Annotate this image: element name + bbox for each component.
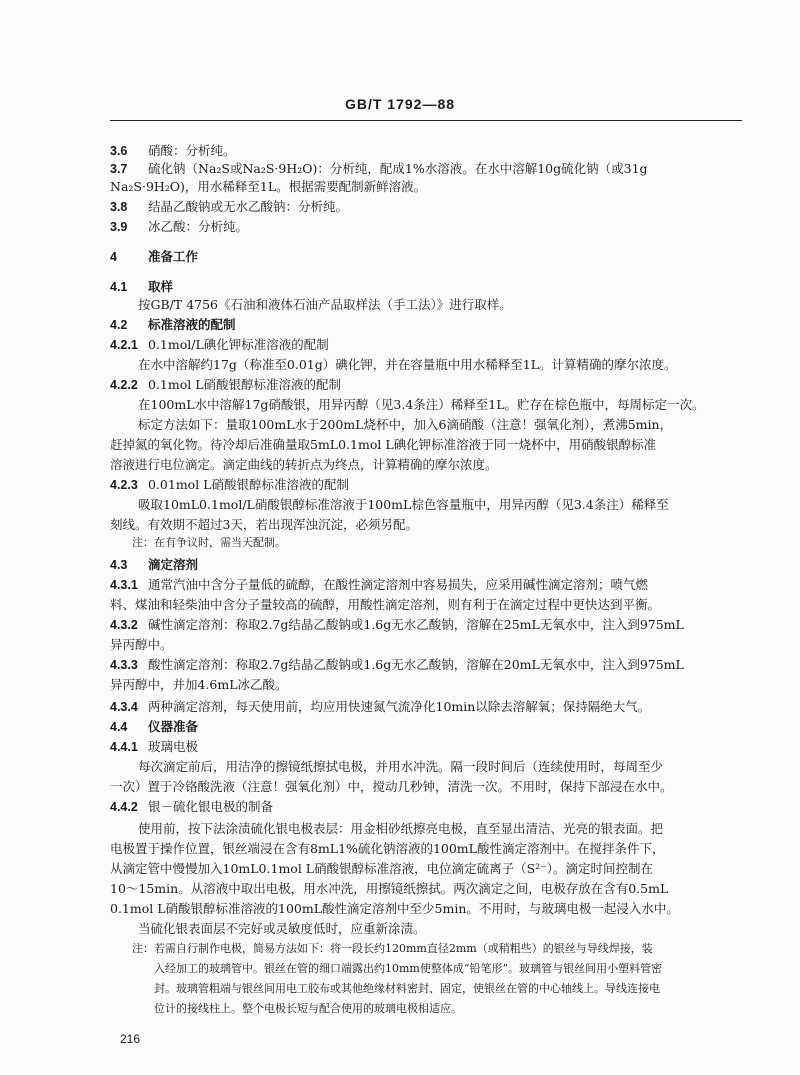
section-number: 4.3: [110, 558, 128, 572]
line-text: 赶掉氮的氧化物。待冷却后准确量取5mL0.1mol L碘化钾标准溶液于同一烧杯中，用硝酸银醇标准: [110, 437, 657, 452]
text-line: [110, 860, 742, 878]
text-line: [110, 758, 770, 776]
section-number: 4.3.3: [110, 658, 138, 672]
text-line: [110, 576, 742, 594]
text-line: [110, 160, 742, 178]
line-text: 通常汽油中含分子量低的硫醇，在酸性滴定溶剂中容易损失，应采用碱性滴定溶剂；喷气燃: [148, 577, 649, 592]
line-text: 标定方法如下：量取100mL水于200mL烧杯中，加入6滴硝酸（注意！强氧化剂），煮沸5min，: [138, 417, 673, 432]
text-line: [110, 556, 742, 574]
text-line: [110, 676, 742, 694]
line-text: 银－硫化银电极的制备: [148, 799, 274, 814]
line-text: 硝酸：分析纯。: [148, 143, 236, 158]
line-text: 异丙醇中。: [110, 637, 173, 652]
text-line: [110, 496, 770, 514]
text-line: [110, 456, 742, 474]
text-line: [110, 840, 742, 858]
line-text: 0.1mol L硝酸银醇标准溶液的配制: [148, 377, 342, 392]
page-header: GB/T 1792—88: [344, 96, 456, 112]
text-line: [110, 636, 742, 654]
line-text: 在水中溶解约17g（称准至0.01g）碘化钾，并在容量瓶中用水稀释至1L。计算精确的摩尔浓度。: [138, 357, 677, 372]
text-line: [110, 376, 742, 394]
line-text: 料、煤油和轻柴油中含分子量较高的硫醇，用酸性滴定溶剂，则有利于在滴定过程中更快达到平衡。: [110, 597, 661, 612]
text-line: [110, 248, 742, 266]
header-rule: [110, 120, 742, 121]
line-text: 按GB/T 4756《石油和液体石油产品取样法（手工法）》进行取样。: [138, 297, 512, 312]
section-number: 3.9: [110, 220, 128, 234]
text-line: [110, 436, 742, 454]
text-line: [110, 516, 742, 534]
line-text: 两种滴定溶剂，每天使用前，均应用快速氮气流净化10min以除去溶解氧；保持隔绝大气。: [148, 699, 651, 714]
line-text: 结晶乙酸钠或无水乙酸钠：分析纯。: [148, 199, 349, 214]
section-number: 4.4.2: [110, 800, 138, 814]
section-number: 4.2.2: [110, 378, 138, 392]
text-line: [110, 356, 770, 374]
text-line: [110, 1000, 786, 1018]
section-number: 4.2.1: [110, 338, 138, 352]
line-text: 从滴定管中慢慢加入10mL0.1mol L硝酸银醇标准溶液，电位滴定硫离子（S²⁻）。滴定时间控制在: [110, 861, 654, 876]
text-line: [110, 820, 770, 838]
line-text: 0.1mol/L碘化钾标准溶液的配制: [148, 337, 329, 352]
line-text: 0.01mol L硝酸银醇标准溶液的配制: [148, 477, 349, 492]
section-heading: 准备工作: [148, 249, 199, 264]
line-text: 10～15min。从溶液中取出电极，用水冲洗，用擦镜纸擦拭。两次滴定之间，电极存放在含有0.5mL: [110, 881, 669, 896]
line-text: 在100mL水中溶解17g硝酸银，用异丙醇（见3.4条注）稀释至1L。贮存在棕色瓶中，每周标定一次。: [138, 397, 705, 412]
section-number: 4.3.4: [110, 700, 138, 714]
section-heading: 滴定溶剂: [148, 557, 199, 572]
section-heading: 取样: [148, 279, 174, 294]
line-text: 封。玻璃管粗端与银丝间用电工胶布或其他绝缘材料密封、固定，使银丝在管的中心轴线上。导线连接电: [154, 982, 660, 995]
line-text: 溶液进行电位滴定。滴定曲线的转折点为终点，计算精确的摩尔浓度。: [110, 457, 498, 472]
line-text: 一次）置于冷铬酸洗液（注意！强氧化剂）中，搅动几秒钟，清洗一次。不用时，保持下部浸在水中。: [110, 779, 673, 794]
line-text: 每次滴定前后，用洁净的擦镜纸擦拭电极，并用水冲洗。隔一段时间后（连续使用时，每周至少: [138, 759, 664, 774]
line-text: 注：若需自行制作电极，简易方法如下：将一段长约120mm直径2mm（或稍粗些）的银丝与导线焊接，装: [132, 942, 653, 955]
line-text: 位计的接线柱上。整个电极长短与配合使用的玻璃电极相适应。: [154, 1002, 462, 1015]
line-text: 吸取10mL0.1mol/L硝酸银醇标准溶液于100mL棕色容量瓶中，用异丙醇（见3.4条注）稀释至: [138, 497, 669, 512]
text-line: [110, 476, 742, 494]
section-number: 4.4.1: [110, 740, 138, 754]
text-line: [110, 316, 742, 334]
text-line: [110, 738, 742, 756]
text-line: [110, 880, 742, 898]
text-line: [110, 336, 742, 354]
line-text: 碱性滴定溶剂：称取2.7g结晶乙酸钠或1.6g无水乙酸钠，溶解在25mL无氧水中，注入到975mL: [148, 617, 684, 632]
section-number: 4.3.2: [110, 618, 138, 632]
section-number: 3.6: [110, 144, 128, 158]
text-line: [110, 798, 742, 816]
section-number: 4.1: [110, 280, 128, 294]
line-text: 硫化钠（Na₂S或Na₂S·9H₂O)：分析纯，配成1%水溶液。在水中溶解10g硫化钠（或31g: [148, 161, 648, 176]
line-text: 0.1mol L硝酸银醇标准溶液的100mL酸性滴定溶剂中至少5min。不用时，与玻璃电极一起浸入水中。: [110, 901, 679, 916]
section-heading: 标准溶液的配制: [148, 317, 236, 332]
text-line: [110, 218, 742, 236]
section-number: 4.3.1: [110, 578, 138, 592]
text-line: [110, 416, 770, 434]
line-text: 酸性滴定溶剂：称取2.7g结晶乙酸钠或1.6g无水乙酸钠，溶解在20mL无氧水中，注入到975mL: [148, 657, 684, 672]
text-line: [110, 718, 742, 736]
section-number: 3.7: [110, 162, 128, 176]
text-line: [110, 980, 786, 998]
text-line: [110, 278, 742, 296]
text-line: [110, 778, 742, 796]
text-line: [110, 142, 742, 160]
text-line: [110, 698, 742, 716]
text-line: [110, 960, 786, 978]
section-number: 3.8: [110, 200, 128, 214]
text-line: [110, 616, 742, 634]
text-line: [110, 940, 764, 958]
text-line: [110, 178, 742, 196]
line-text: 刻线。有效期不超过3天，若出现浑浊沉淀，必须另配。: [110, 517, 418, 532]
line-text: 电极置于操作位置，银丝端浸在含有8mL1%硫化钠溶液的100mL酸性滴定溶剂中。在搅拌条件下，: [110, 841, 665, 856]
section-number: 4.2.3: [110, 478, 138, 492]
text-line: [110, 900, 742, 918]
section-heading: 仪器准备: [148, 719, 199, 734]
section-number: 4: [110, 250, 117, 264]
section-number: 4.2: [110, 318, 128, 332]
line-text: 注：在有争议时，需当天配制。: [132, 536, 286, 549]
line-text: 冰乙酸：分析纯。: [148, 219, 249, 234]
line-text: 当硫化银表面层不完好或灵敏度低时，应重新涂渍。: [138, 921, 426, 936]
text-line: [110, 396, 770, 414]
text-line: [110, 198, 742, 216]
text-line: [110, 656, 742, 674]
line-text: 入经加工的玻璃管中。银丝在管的细口端露出约10mm使整体成“铅笔形”。玻璃管与银丝间用小塑料管密: [154, 962, 663, 975]
text-line: [110, 596, 742, 614]
line-text: 使用前，按下法涂渍硫化银电极表层：用金相砂纸擦亮电极，直至显出清洁、光亮的银表面。把: [138, 821, 664, 836]
line-text: 玻璃电极: [148, 739, 199, 754]
text-line: [110, 296, 770, 314]
line-text: Na₂S·9H₂O)，用水稀释至1L。根据需要配制新鲜溶液。: [110, 179, 427, 194]
page-number: 216: [120, 1032, 141, 1046]
text-line: [110, 534, 764, 552]
line-text: 异丙醇中，并加4.6mL冰乙酸。: [110, 677, 288, 692]
text-line: [110, 920, 770, 938]
section-number: 4.4: [110, 720, 128, 734]
